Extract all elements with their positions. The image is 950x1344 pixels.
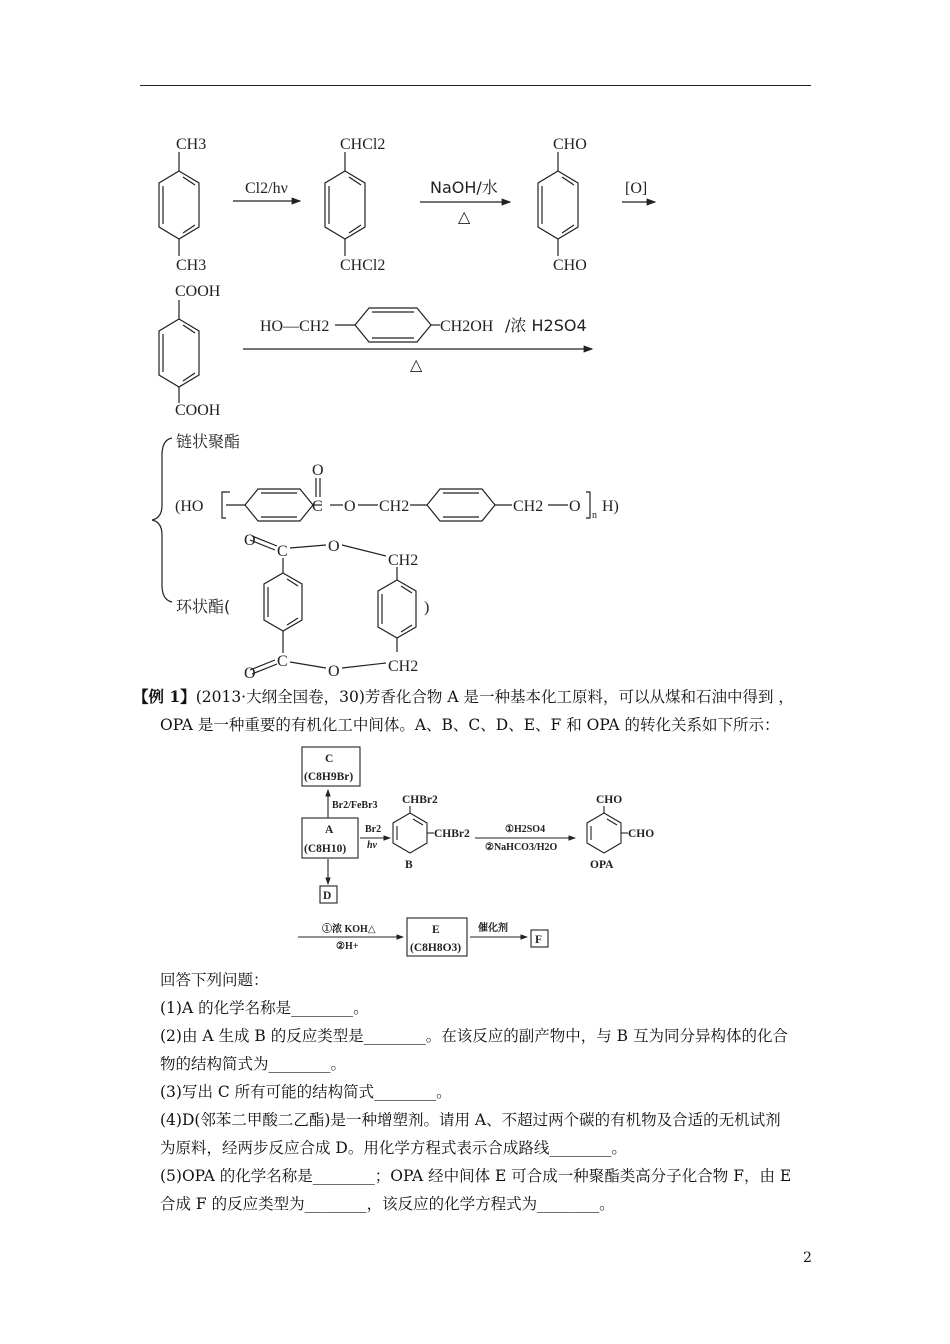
ring-label: 环状酯( (176, 597, 231, 616)
ring-o-bot: O (328, 663, 340, 680)
example-tag: 【例 1】 (133, 687, 196, 706)
chain-label: 链状聚酯 (176, 432, 241, 451)
s1-bot: CH3 (176, 257, 207, 274)
chain-o2: O (569, 498, 581, 515)
a-formula: (C8H10) (304, 843, 347, 855)
c-label: C (325, 753, 334, 765)
b-right: CHBr2 (434, 828, 470, 840)
chain-ch2b: CH2 (513, 498, 544, 515)
ring-c2: C (277, 653, 288, 670)
opa-label: OPA (590, 859, 614, 871)
f-label: F (535, 934, 543, 946)
reagent-ox: [O] (625, 180, 648, 197)
heat-2: △ (410, 355, 423, 374)
br2-hv-2: hν (367, 840, 377, 851)
example-line-1 (133, 683, 794, 711)
diol-right: CH2OH (440, 318, 494, 335)
reagent-cl2: Cl2/hν (245, 180, 288, 197)
benzene-ring-5 (335, 308, 440, 342)
s2-top: CHCl2 (340, 136, 386, 153)
question-3: (3)写出 C 所有可能的结构简式________。 (160, 1083, 452, 1101)
ring-o-mid: O (328, 538, 340, 555)
d-label: D (323, 890, 332, 902)
e-label: E (432, 924, 440, 936)
question-2b: 物的结构简式为________。 (160, 1055, 347, 1073)
ring-ch2-bot: CH2 (388, 658, 419, 675)
chain-c: C (312, 498, 323, 515)
heat-1: △ (458, 207, 471, 226)
ring-o2: O (244, 665, 256, 682)
step-1: ①H2SO4 (505, 824, 546, 835)
benzene-ring-3 (538, 152, 578, 256)
e-formula: (C8H8O3) (410, 942, 462, 954)
question-4a: (4)D(邻苯二甲酸二乙酯)是一种增塑剂。请用 A、不超过两个碳的有机物及合适的无机试剂 (160, 1111, 781, 1129)
brace (152, 438, 172, 602)
s4-bot: COOH (175, 402, 221, 419)
ring-ch2-top: CH2 (388, 552, 419, 569)
chain-o-top: O (312, 462, 324, 479)
s1-top: CH3 (176, 136, 207, 153)
chain-h: H) (602, 498, 619, 515)
chain-ch2a: CH2 (379, 498, 410, 515)
koh-1: ①浓 KOH△ (322, 924, 376, 935)
a-label: A (325, 824, 334, 836)
s3-bot: CHO (553, 257, 587, 274)
ring-end: ) (424, 599, 430, 616)
question-5a: (5)OPA 的化学名称是________；OPA 经中间体 E 可合成一种聚酯类高分子化合物 F，由 E (160, 1167, 792, 1185)
opa-right: CHO (628, 828, 655, 840)
page-number: 2 (803, 1250, 812, 1266)
example-text-1: 芳香化合物 A 是一种基本化工原料，可以从煤和石油中得到 ， (364, 688, 794, 706)
ring-o1: O (244, 532, 256, 549)
questions-intro: 回答下列问题： (160, 971, 269, 989)
reagent-naoh: NaOH/水 (430, 178, 498, 197)
question-4b: 为原料，经两步反应合成 D。用化学方程式表示合成路线________。 (160, 1139, 627, 1157)
opa-diagram (0, 740, 950, 970)
benzene-ring-1 (159, 152, 199, 256)
step-2: ②NaHCO3/H2O (485, 842, 558, 853)
s3-top: CHO (553, 136, 587, 153)
b-label: B (405, 859, 413, 871)
benzene-ring-2 (325, 152, 365, 256)
koh-2: ②H+ (336, 941, 359, 952)
s2-bot: CHCl2 (340, 257, 386, 274)
benzene-ring-4 (159, 300, 199, 403)
catalyst: 催化剂 (478, 923, 508, 934)
acid-cat: /浓 H2SO4 (505, 316, 587, 335)
s4-top: COOH (175, 283, 221, 300)
example-line-2: OPA 是一种重要的有机化工中间体。A、B、C、D、E、F 和 OPA 的转化关系如下所示： (160, 716, 780, 734)
c-formula: (C8H9Br) (304, 771, 354, 783)
example-source: (2013·大纲全国卷，30) (195, 688, 365, 706)
chain-n: n (592, 510, 597, 521)
chain-o: O (344, 498, 356, 515)
question-1: (1)A 的化学名称是________。 (160, 999, 369, 1017)
question-5b: 合成 F 的反应类型为________，该反应的化学方程式为________。 (160, 1195, 615, 1213)
opa-top: CHO (596, 794, 623, 806)
diol-left: HO—CH2 (260, 318, 330, 335)
ring-c1: C (277, 543, 288, 560)
b-top: CHBr2 (402, 794, 438, 806)
question-2a: (2)由 A 生成 B 的反应类型是________。在该反应的副产物中，与 B 互为同分异构体的化合 (160, 1027, 788, 1045)
br2-fe: Br2/FeBr3 (332, 800, 378, 811)
chain-ho: (HO (175, 498, 204, 515)
br2-hv-1: Br2 (365, 824, 382, 835)
